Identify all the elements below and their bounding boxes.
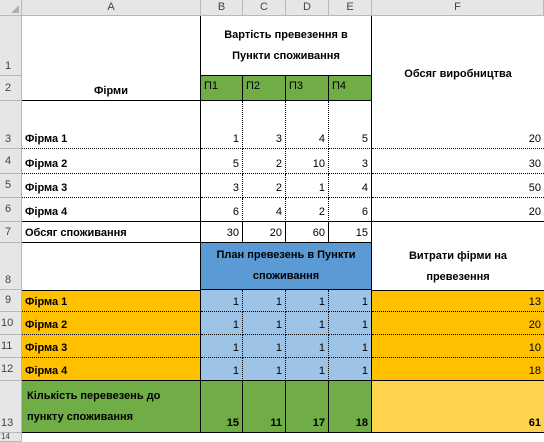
totals-label-cell[interactable] [22, 381, 201, 433]
plan-cell[interactable]: 1 [201, 335, 243, 358]
cell-b1-cost-title[interactable] [201, 16, 372, 76]
plan-cost-cell[interactable]: 20 [372, 312, 544, 335]
plan-cell[interactable]: 1 [286, 335, 329, 358]
row-header-8[interactable]: 8 [0, 243, 22, 290]
cost-cell[interactable]: 2 [243, 174, 286, 198]
plan-cell[interactable]: 1 [201, 312, 243, 335]
plan-cell[interactable]: 1 [329, 290, 372, 312]
total-cell[interactable]: 17 [286, 381, 329, 433]
volume-cell[interactable]: 50 [372, 174, 544, 198]
consumption-cell[interactable]: 30 [201, 222, 243, 243]
cost-cell[interactable]: 5 [329, 101, 372, 149]
cell-f1-volume-title[interactable] [372, 16, 544, 101]
plan-cost-title: Витрати фірми на превезення [408, 249, 508, 283]
firm-name-cell[interactable]: Фірма 4 [22, 198, 201, 222]
point-header[interactable]: П1 [201, 76, 243, 101]
total-cell[interactable]: 18 [329, 381, 372, 433]
total-cell[interactable]: 15 [201, 381, 243, 433]
cost-cell[interactable]: 3 [243, 101, 286, 149]
grand-total-cell[interactable]: 61 [372, 381, 544, 433]
plan-firm-cell[interactable]: Фірма 1 [22, 290, 201, 312]
plan-cell[interactable]: 1 [329, 312, 372, 335]
row-header-4[interactable]: 4 [0, 149, 22, 174]
plan-cell[interactable]: 1 [201, 290, 243, 312]
empty-cell[interactable] [22, 243, 201, 290]
row-header-11[interactable]: 11 [0, 335, 22, 358]
firm-name-cell[interactable]: Фірма 3 [22, 174, 201, 198]
plan-cell[interactable]: 1 [286, 358, 329, 381]
cost-cell[interactable]: 5 [201, 149, 243, 174]
plan-cost-cell[interactable]: 18 [372, 358, 544, 381]
plan-title-cell[interactable] [201, 243, 372, 290]
consumption-cell[interactable]: 15 [329, 222, 372, 243]
column-header-c[interactable]: C [243, 0, 286, 16]
plan-cost-cell[interactable]: 10 [372, 335, 544, 358]
row-header-9[interactable]: 9 [0, 290, 22, 312]
row-header-3[interactable]: 3 [0, 101, 22, 149]
plan-cost-cell[interactable]: 13 [372, 290, 544, 312]
consumption-cell[interactable]: 60 [286, 222, 329, 243]
cost-cell[interactable]: 4 [329, 174, 372, 198]
plan-title: План превезень в Пункти споживання [216, 249, 356, 282]
cost-cell[interactable]: 3 [201, 174, 243, 198]
row-header-13[interactable]: 13 [0, 381, 22, 433]
total-cell[interactable]: 11 [243, 381, 286, 433]
cost-cell[interactable]: 10 [286, 149, 329, 174]
plan-cell[interactable]: 1 [243, 358, 286, 381]
plan-cost-title-cell[interactable] [372, 243, 544, 290]
select-all-corner[interactable] [0, 0, 22, 16]
empty-row[interactable] [22, 433, 544, 442]
point-header[interactable]: П3 [286, 76, 329, 101]
column-header-f[interactable]: F [372, 0, 544, 16]
column-header-e[interactable]: E [329, 0, 372, 16]
row-header-12[interactable]: 12 [0, 358, 22, 381]
cost-title: Вартість превезення в Пункти споживання [224, 28, 348, 62]
row-header-2[interactable]: 2 [0, 76, 22, 101]
cost-cell[interactable]: 1 [286, 174, 329, 198]
volume-cell[interactable]: 20 [372, 101, 544, 149]
consumption-label-cell[interactable]: Обсяг споживання [22, 222, 201, 243]
cost-cell[interactable]: 2 [243, 149, 286, 174]
column-header-a[interactable]: A [22, 0, 201, 16]
row-header-5[interactable]: 5 [0, 174, 22, 198]
volume-cell[interactable]: 30 [372, 149, 544, 174]
plan-cell[interactable]: 1 [286, 312, 329, 335]
volume-title: Обсяг виробництва [404, 67, 512, 80]
plan-cell[interactable]: 1 [286, 290, 329, 312]
firm-name-cell[interactable]: Фірма 2 [22, 149, 201, 174]
plan-cell[interactable]: 1 [329, 335, 372, 358]
cost-cell[interactable]: 6 [201, 198, 243, 222]
plan-cell[interactable]: 1 [243, 290, 286, 312]
firms-label: Фірми [94, 84, 128, 97]
point-header[interactable]: П2 [243, 76, 286, 101]
cost-cell[interactable]: 6 [329, 198, 372, 222]
cost-cell[interactable]: 2 [286, 198, 329, 222]
column-header-d[interactable]: D [286, 0, 329, 16]
totals-label: Кількість перевезень до пункту споживання [27, 389, 161, 423]
volume-cell[interactable]: 20 [372, 198, 544, 222]
cost-cell[interactable]: 4 [243, 198, 286, 222]
empty-cell[interactable] [372, 222, 544, 243]
point-header[interactable]: П4 [329, 76, 372, 101]
row-header-14[interactable]: 14 [0, 433, 22, 442]
plan-firm-cell[interactable]: Фірма 2 [22, 312, 201, 335]
cell-a1-firms[interactable] [22, 16, 201, 101]
cost-cell[interactable]: 3 [329, 149, 372, 174]
plan-firm-cell[interactable]: Фірма 4 [22, 358, 201, 381]
plan-cell[interactable]: 1 [201, 358, 243, 381]
plan-cell[interactable]: 1 [243, 335, 286, 358]
firm-name-cell[interactable]: Фірма 1 [22, 101, 201, 149]
plan-cell[interactable]: 1 [329, 358, 372, 381]
row-header-1[interactable]: 1 [0, 16, 22, 76]
row-header-6[interactable]: 6 [0, 198, 22, 222]
row-header-10[interactable]: 10 [0, 312, 22, 335]
plan-firm-cell[interactable]: Фірма 3 [22, 335, 201, 358]
consumption-cell[interactable]: 20 [243, 222, 286, 243]
cost-cell[interactable]: 4 [286, 101, 329, 149]
cost-cell[interactable]: 1 [201, 101, 243, 149]
row-header-7[interactable]: 7 [0, 222, 22, 243]
plan-cell[interactable]: 1 [243, 312, 286, 335]
column-header-b[interactable]: B [201, 0, 243, 16]
